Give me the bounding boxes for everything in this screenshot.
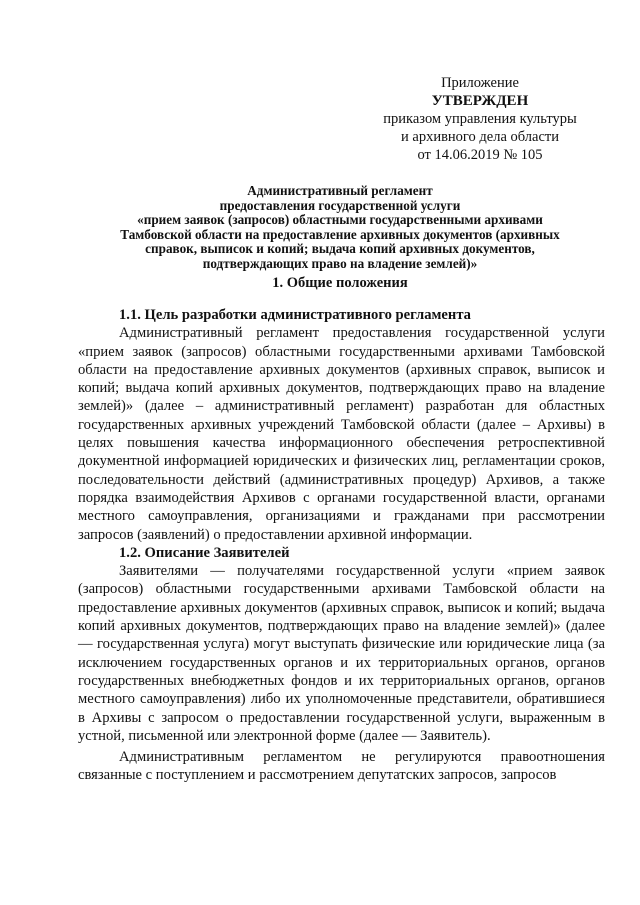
subsection-heading: 1.2. Описание Заявителей — [119, 544, 290, 561]
approval-date-line: от 14.06.2019 № 105 — [417, 147, 543, 163]
approval-department-line: и архивного дела области — [401, 129, 559, 145]
title-line: справок, выписок и копий; выдача копий архивных документов, — [145, 241, 535, 257]
title-line: Административный регламент — [247, 183, 433, 198]
title-line: «прием заявок (запросов) областными государственными архивами — [137, 212, 543, 228]
title-line: предоставления государственной услуги — [219, 197, 461, 213]
title-line: подтверждающих право на владение землей)» — [202, 255, 478, 271]
paragraph: Административным регламентом не регулируются правоотношения связанные с поступлением и рассмотрением депутатских запросов, запросов — [78, 749, 605, 784]
approval-block — [360, 74, 600, 164]
appendix-label: Приложение — [441, 75, 519, 91]
approval-order-line: приказом управления культуры — [383, 111, 577, 127]
paragraph: Заявителями — получателями государственной услуги «прием заявок (запросов) областными государственными архивами Тамбовской области на предоставление архивных документов (архивных справок, выписок и копий; выдача копий архивных документов, подтверждающих право на владение землей)» (далее — государственная услуга) могут выступать физические или юридические лица (за исключением государственных органов и их территориальных органов, органов государственных внебюджетных фондов и их территориальных органов, органов местного самоуправления) либо их уполномоченные представители, обратившиеся в Архивы с запросом о предоставлении государственной услуги, выраженным в устной, письменной или электронной форме (далее — Заявитель). — [78, 563, 605, 744]
approved-label: УТВЕРЖДЕН — [431, 93, 529, 109]
paragraph: Административный регламент предоставления государственной услуги «прием заявок (запросов) областными государственными архивами Тамбовской области на предоставление архивных документов (архивных справок, выписок и копий; выдача копий архивных документов, подтверждающих право на владение землей)» (далее – административный регламент) разработан для областных государственных архивных учреждений Тамбовской области (далее – Архивы) в целях повышения качества информационного обеспечения ретроспективной документной информацией юридических и физических лиц, регламентации сроков, последовательности действий (административных процедур) Архивов, а также порядка взаимодействия Архивов с органами государственной власти, органами местного самоуправления, организациями и гражданами при рассмотрении запросов (заявлений) о предоставлении архивной информации. — [78, 325, 605, 543]
title-line: Тамбовской области на предоставление архивных документов (архивных — [120, 226, 560, 242]
document-body — [78, 306, 605, 785]
document-title — [70, 184, 610, 272]
section-heading: 1. Общие положения — [272, 275, 408, 291]
subsection-heading: 1.1. Цель разработки административного регламента — [119, 307, 471, 323]
